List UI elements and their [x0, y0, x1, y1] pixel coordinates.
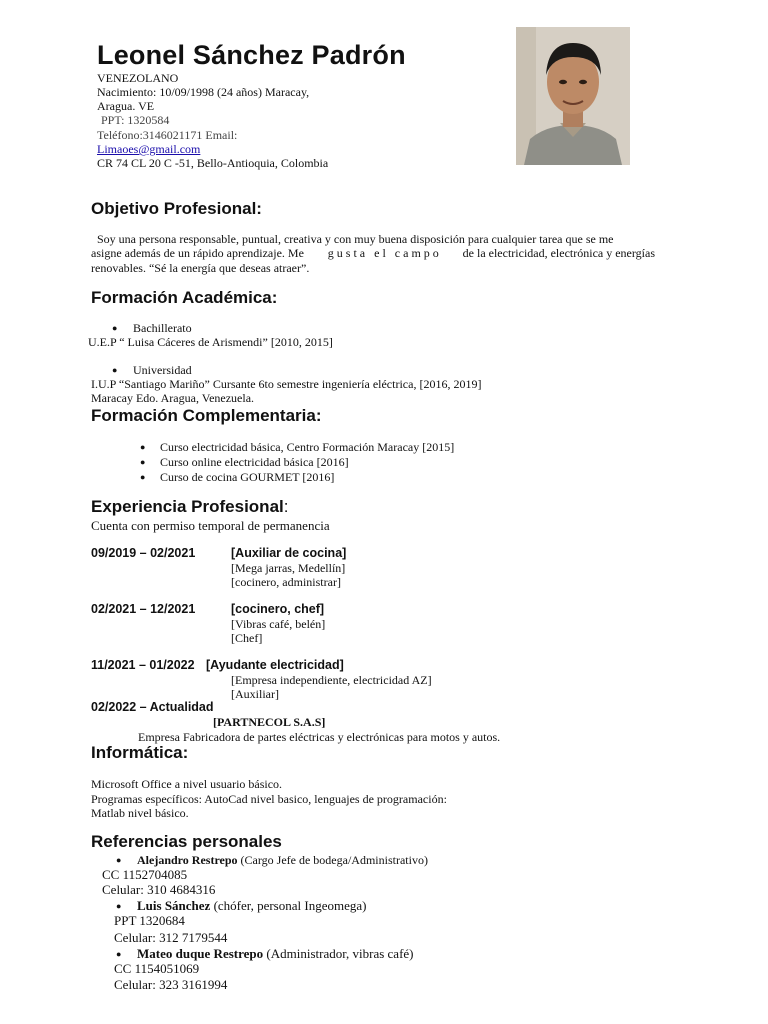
- informatics-heading: Informática:: [91, 743, 189, 762]
- academic-item-2-detail-1: I.U.P “Santiago Mariño” Cursante 6to semestre ingeniería eléctrica, [2016, 2019]: [91, 377, 482, 391]
- birth-line-2: Aragua. VE: [97, 99, 155, 113]
- job-3-role: [Auxiliar]: [231, 687, 279, 701]
- job-2-place: [Vibras café, belén]: [231, 617, 326, 631]
- email-link[interactable]: Limaoes@gmail.com: [97, 142, 201, 156]
- objective-line-2: [91, 246, 655, 260]
- address: CR 74 CL 20 C -51, Bello-Antioquia, Colombia: [97, 156, 329, 170]
- job-1-title: [Auxiliar de cocina]: [231, 546, 347, 560]
- academic-item-2: Universidad: [133, 363, 192, 377]
- nationality: VENEZOLANO: [97, 71, 179, 85]
- birth-line-1: Nacimiento: 10/09/1998 (24 años) Maracay,: [97, 85, 310, 99]
- bullet-icon: ●: [116, 901, 122, 911]
- reference-2-phone: Celular: 312 7179544: [114, 930, 228, 945]
- job-4-place: Empresa Fabricadora de partes eléctricas y electrónicas para motos y autos.: [138, 730, 501, 744]
- bullet-icon: ●: [112, 323, 118, 333]
- objective-line-1: Soy una persona responsable, puntual, creativa y con muy buena disposición para cualquier tarea que se me: [97, 232, 614, 246]
- bullet-icon: ●: [140, 442, 146, 452]
- reference-3-phone: Celular: 323 3161994: [114, 977, 228, 992]
- job-3-place: [Empresa independiente, electricidad AZ]: [231, 673, 432, 687]
- complementary-item-3: Curso de cocina GOURMET [2016]: [160, 470, 335, 484]
- objective-line-2b: g u s t a e l c a m p o: [327, 246, 439, 261]
- objective-line-2a: asigne además de un rápido aprendizaje. Me: [91, 246, 304, 261]
- reference-2-role: (chófer, personal Ingeomega): [210, 898, 367, 913]
- reference-1: [137, 853, 428, 868]
- candidate-name: Leonel Sánchez Padrón: [97, 40, 406, 70]
- phone-email-line: Teléfono:3146021171 Email:: [97, 128, 238, 142]
- objective-line-2c: de la electricidad, electrónica y energías: [462, 246, 655, 261]
- reference-1-phone: Celular: 310 4684316: [102, 882, 216, 897]
- objective-line-3: renovables. “Sé la energía que deseas atraer”.: [91, 260, 310, 275]
- job-1-dates: 09/2019 – 02/2021: [91, 546, 196, 560]
- reference-3-name: Mateo duque Restrepo: [137, 946, 264, 961]
- job-2-dates: 02/2021 – 12/2021: [91, 602, 196, 616]
- job-1-place: [Mega jarras, Medellín]: [231, 561, 346, 575]
- reference-2-name: Luis Sánchez: [137, 898, 211, 913]
- academic-item-2-detail-2: Maracay Edo. Aragua, Venezuela.: [91, 391, 255, 405]
- informatics-line-2: Programas específicos: AutoCad nivel basico, lenguajes de programación:: [91, 792, 447, 806]
- informatics-line-3: Matlab nivel básico.: [91, 806, 189, 820]
- bullet-icon: ●: [112, 365, 118, 375]
- objective-text: [91, 232, 655, 275]
- academic-item-1: Bachillerato: [133, 321, 192, 335]
- academic-item-1-detail: U.E.P “ Luisa Cáceres de Arismendi” [2010, 2015]: [88, 335, 333, 349]
- bullet-icon: ●: [116, 949, 122, 959]
- reference-2: [137, 898, 366, 914]
- reference-1-role: (Cargo Jefe de bodega/Administrativo): [237, 853, 428, 867]
- bullet-icon: ●: [116, 855, 122, 865]
- job-1-role: [cocinero, administrar]: [231, 575, 341, 589]
- ppt-number: PPT: 1320584: [101, 113, 170, 127]
- job-2-role: [Chef]: [231, 631, 263, 645]
- experience-note: Cuenta con permiso temporal de permanencia: [91, 518, 330, 533]
- reference-3-role: (Administrador, vibras café): [263, 946, 414, 961]
- job-4-dates: 02/2022 – Actualidad: [91, 700, 214, 714]
- informatics-line-1: Microsoft Office a nivel usuario básico.: [91, 777, 283, 791]
- reference-3-id: CC 1154051069: [114, 961, 200, 976]
- bullet-icon: ●: [140, 457, 146, 467]
- job-3-dates: 11/2021 – 01/2022: [91, 658, 195, 672]
- bullet-icon: ●: [140, 472, 146, 482]
- references-heading: Referencias personales: [91, 832, 282, 851]
- reference-3: [137, 946, 414, 962]
- complementary-heading: Formación Complementaria:: [91, 406, 322, 425]
- academic-heading: Formación Académica:: [91, 288, 278, 307]
- objective-heading: Objetivo Profesional:: [91, 199, 262, 218]
- profile-photo: [516, 27, 630, 165]
- reference-1-name: Alejandro Restrepo: [137, 853, 238, 867]
- reference-1-id: CC 1152704085: [102, 867, 188, 882]
- job-2-title: [cocinero, chef]: [231, 602, 325, 616]
- job-3-title: [Ayudante electricidad]: [206, 658, 344, 672]
- complementary-item-1: Curso electricidad básica, Centro Formación Maracay [2015]: [160, 440, 455, 454]
- job-4-title: [PARTNECOL S.A.S]: [213, 715, 326, 729]
- reference-2-id: PPT 1320684: [114, 913, 185, 928]
- experience-heading: Experiencia Profesional:: [91, 497, 289, 516]
- complementary-item-2: Curso online electricidad básica [2016]: [160, 455, 349, 469]
